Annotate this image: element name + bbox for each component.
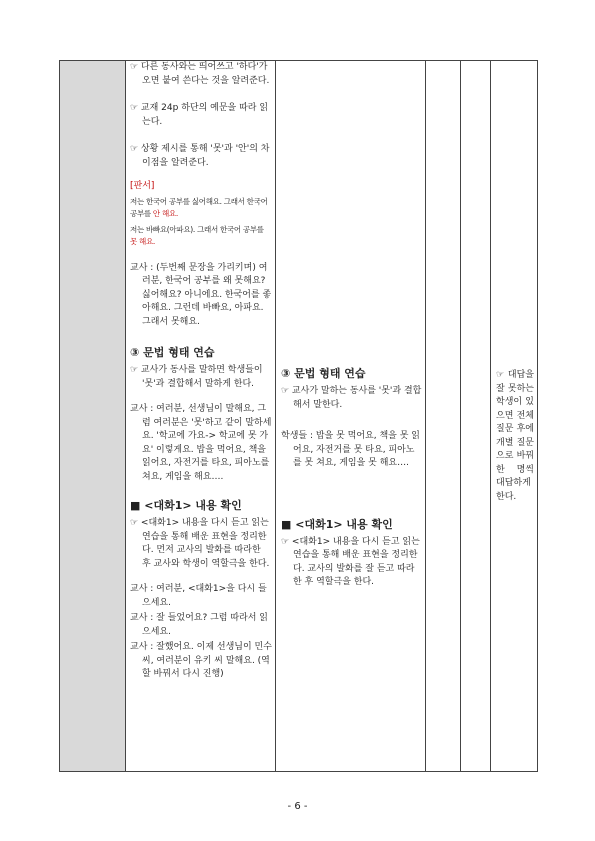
student-speech: 학생들 : 밥을 못 먹어요, 책을 못 읽어요, 자전거를 못 타요, 피아노를 못 쳐요, 게임을 못 해요…. [281,431,420,468]
instruction-paragraph: ☞ 교재 24p 하단의 예문을 따라 읽는다. [130,103,269,127]
board-example-line [130,196,272,220]
teacher-speech: 교사 : 잘했어요. 이제 선생님이 민수 씨, 여러분이 유키 씨 말해요. (역할 바꿔서 다시 진행) [130,642,272,679]
student-activity-cell [281,366,422,600]
board-text: 저는 바빠요(아파요). 그래서 한국어 공부를 [130,224,264,234]
column-divider [460,61,461,771]
section-heading: ■ <대화1> 내용 확인 [130,499,242,512]
notes-cell [496,369,534,504]
board-text: 저는 한국어 공부를 싫어해요. 그래서 한국어 공부를 [130,196,268,218]
lesson-plan-table [59,60,538,772]
instruction-paragraph: ☞ 상황 제시를 통해 '못'과 '안'의 차이점을 알려준다. [130,144,270,168]
teacher-speech: 교사 : (두번째 문장을 가리키며) 여러분, 한국어 공부를 왜 못해요? 싫어해요? 아니에요. 한국어를 좋아해요. 그런데 바빠요, 아파요. 그래서 못해요. [130,262,272,327]
note-text: ☞ 대답을 잘 못하는 학생이 있으면 전체 질문 후에 개별 질문으로 바꿔 한 명씩 대답하게 한다. [496,370,534,502]
board-highlight: 못 해요. [130,236,156,246]
instruction-paragraph: ☞ <대화1> 내용을 다시 듣고 읽는 연습을 통해 배운 표현을 정리한다. 먼저 교사의 발화를 따라한 후 교사와 학생이 역할극을 한다. [130,518,270,569]
teacher-speech: 교사 : 여러분, <대화1>을 다시 들으세요. [130,584,267,608]
instruction-paragraph: ☞ 교사가 말하는 동사를 '못'과 결합해서 말한다. [281,386,422,410]
column-divider [425,61,426,771]
teacher-activity-cell [130,61,272,692]
section-heading: ③ 문법 형태 연습 [281,367,366,380]
instruction-paragraph: ☞ <대화1> 내용을 다시 듣고 읽는 연습을 통해 배운 표현을 정리한다. 교사의 발화를 잘 듣고 따라한 후 역할극을 한다. [281,536,420,587]
grey-stage-column [60,61,125,771]
teacher-speech: 교사 : 잘 들었어요? 그럼 따라서 읽으세요. [130,613,268,637]
instruction-paragraph: ☞ 교사가 동사를 말하면 학생들이 '못'과 결합해서 말하게 한다. [130,365,263,389]
column-divider [275,61,276,771]
instruction-paragraph: ☞ 다른 동사와는 띄어쓰고 '하다'가 오면 붙여 쓴다는 것을 알려준다. [130,62,270,86]
page-number: - 6 - [287,801,308,812]
section-heading: ③ 문법 형태 연습 [130,346,215,359]
board-highlight: 안 해요. [152,208,178,218]
board-label: [판서] [130,181,155,191]
column-divider [125,61,126,771]
teacher-speech: 교사 : 여러분, 선생님이 말해요, 그럼 여러분은 '못'하고 같이 말하세요. '학교에 가요-> 학교에 못 가요' 이렇게요. 밥을 먹어요, 책을 읽어요, 자전거를 타요, 피아노를 쳐요, 게임을 해요…. [130,404,272,482]
section-heading: ■ <대화1> 내용 확인 [281,517,393,531]
column-divider [490,61,491,771]
board-example-line [130,224,272,248]
